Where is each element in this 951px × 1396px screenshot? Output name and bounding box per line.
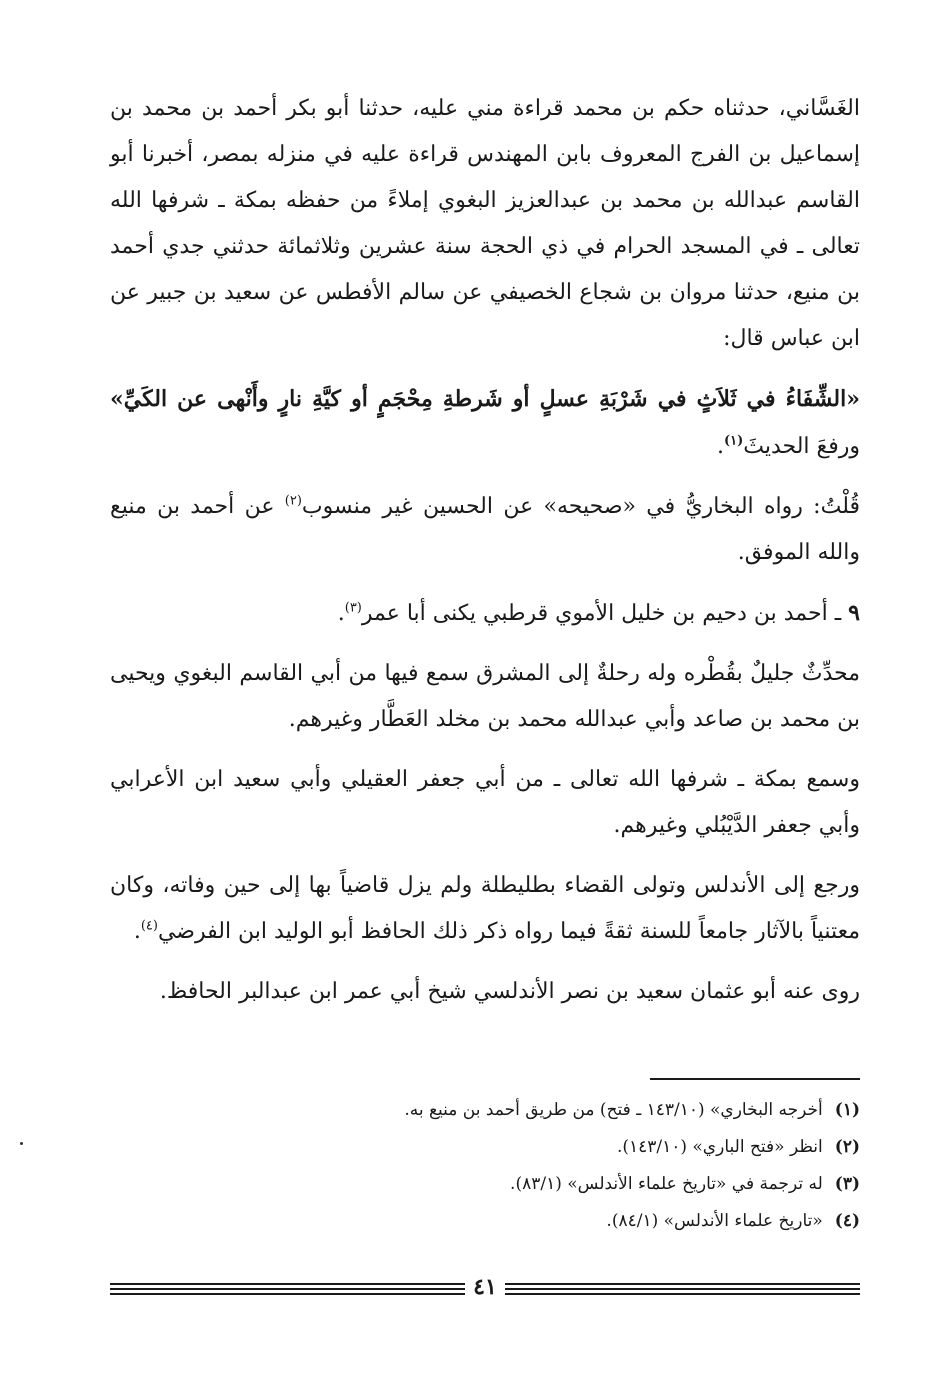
footnote-separator <box>650 1078 860 1080</box>
footer-rule-left <box>110 1283 465 1299</box>
travel-text: محدِّثٌ جليلٌ بقُطْره وله رحلةٌ إلى المشرق سمع فيها من أبي القاسم البغوي ويحيى بن محمد بن صاعد وأبي عبدالله محمد بن مخلد العَطَّار وغيرهم. <box>110 661 860 732</box>
entry-end: . <box>337 601 345 626</box>
footnote-text: له ترجمة في «تاريخ علماء الأندلس» (٨٣/١). <box>510 1174 823 1194</box>
hadith-paragraph <box>110 376 860 470</box>
footer-rule-right <box>505 1283 860 1299</box>
page-number: ٤١ <box>473 1274 497 1300</box>
mecca-paragraph <box>110 757 860 849</box>
isnad-paragraph <box>110 86 860 362</box>
hadith-end: . <box>716 434 724 459</box>
footnote-ref-4[interactable]: (٤) <box>140 918 158 934</box>
footnotes <box>110 1092 860 1240</box>
footnote-3 <box>110 1166 860 1203</box>
entry-number: ٩ <box>848 600 860 626</box>
footnote-ref-3[interactable]: (٣) <box>344 600 362 616</box>
isnad-text: الغَسَّاني، حدثناه حكم بن محمد قراءة مني عليه، حدثنا أبو بكر أحمد بن محمد بن إسماعيل بن الفرج المعروف بابن المهندس قراءة عليه في منزله بمصر، أخبرنا أبو القاسم عبدالله بن محمد بن عبدالعزيز البغوي إملاءً من حفظه بمكة ـ شرفها الله تعالى ـ في المسجد الحرام في ذي الحجة سنة عشرين وثلاثمائة حدثني جدي أحمد بن منيع، حدثنا مروان بن شجاع الخصيفي عن سالم الأفطس عن سعيد بن جبير عن ابن عباس قال: <box>110 96 860 351</box>
return-end: . <box>133 919 141 944</box>
hadith-tail: ورفعَ الحديثَ <box>743 434 860 459</box>
narrated-text: روى عنه أبو عثمان سعيد بن نصر الأندلسي شيخ أبي عمر ابن عبدالبر الحافظ. <box>159 979 860 1004</box>
qultu-word: قُلْتُ <box>820 494 860 519</box>
narrated-paragraph <box>110 969 860 1015</box>
qultu-text: : رواه البخاريُّ في «صحيحه» عن الحسين غير منسوب <box>301 494 821 519</box>
entry-heading <box>110 590 860 637</box>
scan-speck <box>20 1142 23 1145</box>
qultu-paragraph <box>110 484 860 576</box>
footnote-ref-1[interactable]: (١) <box>723 433 744 449</box>
footnote-index: (٣) <box>834 1174 860 1194</box>
footnote-2 <box>110 1129 860 1166</box>
footnote-index: (٢) <box>834 1137 860 1157</box>
footnote-text: «تاريخ علماء الأندلس» (٨٤/١). <box>606 1211 823 1231</box>
entry-text: ـ أحمد بن دحيم بن خليل الأموي قرطبي يكنى أبا عمر <box>361 601 849 626</box>
qultu-end: عن أحمد بن منيع والله الموفق. <box>110 494 860 565</box>
travel-paragraph <box>110 651 860 743</box>
page-footer <box>110 1272 860 1312</box>
footnote-1 <box>110 1092 860 1129</box>
footnote-4 <box>110 1203 860 1240</box>
hadith-text: «الشِّفَاءُ في ثَلاَثٍ في شَرْبَةِ عسلٍ أو شَرطةِ مِحْجَمٍ أو كيَّةِ نارٍ وأَنْهى عن الكَيِّ» <box>110 386 860 412</box>
footnote-index: (٤) <box>834 1211 860 1231</box>
return-paragraph <box>110 863 860 955</box>
page-body <box>110 86 860 1015</box>
return-text: ورجع إلى الأندلس وتولى القضاء بطليطلة ولم يزل قاضياً بها إلى حين وفاته، وكان معتنياً بالآثار جامعاً للسنة ثقةً فيما رواه ذكر ذلك الحافظ أبو الوليد ابن الفرضي <box>110 873 860 944</box>
mecca-text: وسمع بمكة ـ شرفها الله تعالى ـ من أبي جعفر العقيلي وأبي سعيد ابن الأعرابي وأبي جعفر الدَّيْبُلي وغيرهم. <box>110 767 860 838</box>
footnote-index: (١) <box>834 1100 860 1120</box>
footnote-ref-2[interactable]: (٢) <box>284 493 302 509</box>
footnote-text: أخرجه البخاري» (١٤٣/١٠ ـ فتح) من طريق أحمد بن منيع به. <box>404 1100 823 1120</box>
footnote-text: انظر «فتح الباري» (١٤٣/١٠). <box>616 1137 823 1157</box>
